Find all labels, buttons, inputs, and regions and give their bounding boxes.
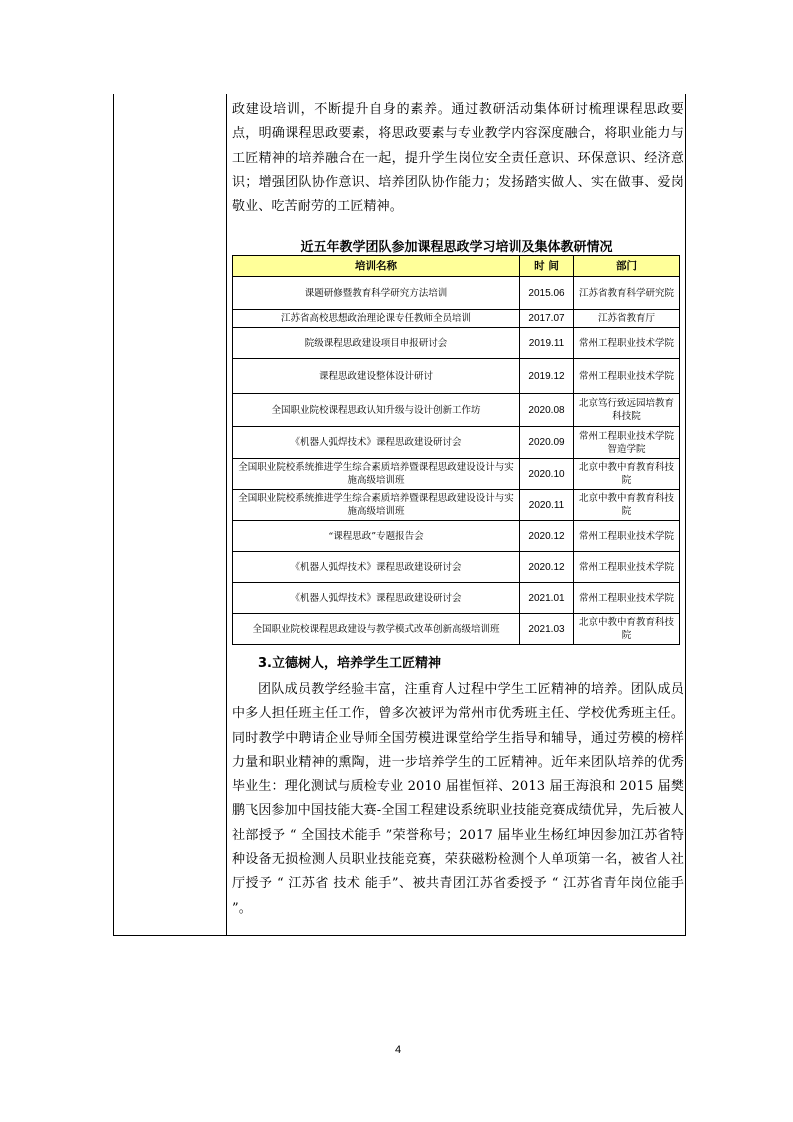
row-dept: 常州工程职业技术学院 <box>574 552 680 583</box>
header-time: 时 间 <box>520 256 574 277</box>
table-row <box>233 614 680 645</box>
table-row <box>233 490 680 521</box>
table-row <box>233 583 680 614</box>
row-time: 2017.07 <box>520 310 574 328</box>
row-name: 课程思政建设整体设计研讨 <box>233 359 520 394</box>
row-dept: 北京中教中育教育科技院 <box>574 490 680 521</box>
row-name: 《机器人弧焊技术》课程思政建设研讨会 <box>233 427 520 459</box>
row-dept: 北京笃行致远园培教育科技院 <box>574 394 680 427</box>
row-time: 2021.03 <box>520 614 574 645</box>
row-name: 《机器人弧焊技术》课程思政建设研讨会 <box>233 583 520 614</box>
training-table <box>232 255 680 645</box>
table-title: 近五年教学团队参加课程思政学习培训及集体教研情况 <box>300 240 613 255</box>
row-time: 2020.12 <box>520 521 574 552</box>
row-dept: 常州工程职业技术学院 <box>574 359 680 394</box>
row-name: 《机器人弧焊技术》课程思政建设研讨会 <box>233 552 520 583</box>
row-dept: 北京中教中育教育科技院 <box>574 614 680 645</box>
table-header-row <box>233 256 680 277</box>
row-time: 2020.10 <box>520 459 574 490</box>
row-name: 院级课程思政建设项目申报研讨会 <box>233 328 520 359</box>
row-time: 2021.01 <box>520 583 574 614</box>
row-time: 2020.12 <box>520 552 574 583</box>
row-name: 课题研修暨教育科学研究方法培训 <box>233 277 520 310</box>
row-name: 全国职业院校课程思政认知升级与设计创新工作坊 <box>233 394 520 427</box>
row-time: 2015.06 <box>520 277 574 310</box>
left-label-column <box>114 94 227 935</box>
table-row <box>233 552 680 583</box>
table-row <box>233 277 680 310</box>
row-dept: 常州工程职业技术学院 <box>574 328 680 359</box>
row-dept: 江苏省教育科学研究院 <box>574 277 680 310</box>
row-dept: 江苏省教育厅 <box>574 310 680 328</box>
table-row <box>233 359 680 394</box>
row-time: 2019.12 <box>520 359 574 394</box>
section-paragraph: 团队成员教学经验丰富，注重育人过程中学生工匠精神的培养。团队成员中多人担任班主任工作，曾多次被评为常州市优秀班主任、学校优秀班主任。同时教学中聘请企业导师全国劳模进课堂给学生指导和辅导，通过劳模的榜样力量和职业精神的熏陶，进一步培养学生的工匠精神。近年来团队培养的优秀毕业生：理化测试与质检专业 2010 届崔恒祥、2013 届王海浪和 2015 届樊鹏飞因参加中国技能大赛-全国工程建设系统职业技能竞赛成绩优异，先后被人社部授予 “ 全国技术能手 ”荣誉称号；2017 届毕业生杨红坤因参加江苏省特种设备无损检测人员职业技能竞赛，荣获磁粉检测个人单项第一名，被省人社厅授予 “ 江苏省 技术 能手”、被共青团江苏省委授予 “ 江苏省青年岗位能手 ”。 <box>232 682 684 916</box>
table-row <box>233 328 680 359</box>
row-dept: 常州工程职业技术学院 <box>574 583 680 614</box>
header-dept: 部门 <box>574 256 680 277</box>
intro-paragraph: 政建设培训，不断提升自身的素养。通过教研活动集体研讨梳理课程思政要点，明确课程思政要素，将思政要素与专业教学内容深度融合，将职业能力与工匠精神的培养融合在一起，提升学生岗位安全责任意识、环保意识、经济意识；增强团队协作意识、培养团队协作能力；发扬踏实做人、实在做事、爱岗敬业、吃苦耐劳的工匠精神。 <box>232 102 684 215</box>
row-time: 2019.11 <box>520 328 574 359</box>
table-row <box>233 521 680 552</box>
section-heading: 3.立德树人，培养学生工匠精神 <box>258 656 441 671</box>
row-time: 2020.11 <box>520 490 574 521</box>
table-row <box>233 427 680 459</box>
row-dept: 常州工程职业技术学院 <box>574 521 680 552</box>
row-name: “课程思政”专题报告会 <box>233 521 520 552</box>
row-time: 2020.08 <box>520 394 574 427</box>
row-name: 江苏省高校思想政治理论课专任教师全员培训 <box>233 310 520 328</box>
row-dept: 常州工程职业技术学院智造学院 <box>574 427 680 459</box>
row-time: 2020.09 <box>520 427 574 459</box>
page-number: 4 <box>394 1044 402 1056</box>
row-name: 全国职业院校课程思政建设与教学模式改革创新高级培训班 <box>233 614 520 645</box>
row-name: 全国职业院校系统推进学生综合素质培养暨课程思政建设设计与实施高级培训班 <box>233 490 520 521</box>
table-row <box>233 394 680 427</box>
table-row <box>233 459 680 490</box>
header-name: 培训名称 <box>233 256 520 277</box>
row-name: 全国职业院校系统推进学生综合素质培养暨课程思政建设设计与实施高级培训班 <box>233 459 520 490</box>
table-row <box>233 310 680 328</box>
row-dept: 北京中教中育教育科技院 <box>574 459 680 490</box>
